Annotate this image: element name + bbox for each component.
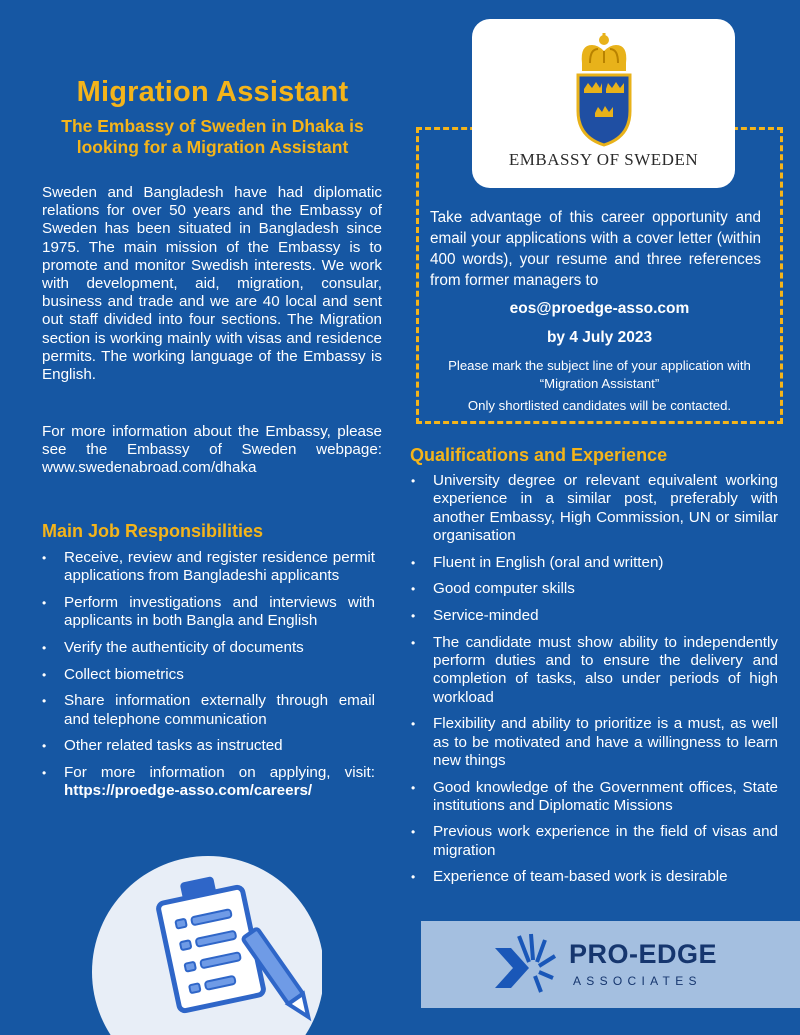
list-item: • Good computer skills (411, 580, 778, 598)
apply-deadline: by 4 July 2023 (546, 329, 653, 346)
list-item: • Share information externally through email and telephone communication (42, 692, 375, 729)
list-item: • Collect biometrics (42, 666, 375, 684)
pro-edge-sub: ASSOCIATES (573, 974, 702, 988)
list-item: • Receive, review and register residence permit applications from Bangladeshi applicants (42, 549, 375, 586)
responsibilities-title: Main Job Responsibilities (42, 521, 264, 541)
embassy-logo-text: EMBASSY OF SWEDEN (508, 150, 699, 169)
apply-paragraph: Take advantage of this career opportunity and email your applications with a cover letter (within 400 words), your resume and three references from former managers to (430, 209, 761, 289)
pro-edge-logo (421, 921, 800, 1008)
shortlist-note: Only shortlisted candidates will be contacted. (467, 398, 732, 413)
careers-link[interactable]: https://proedge-asso.com/careers/ (64, 782, 313, 800)
embassy-logo (472, 19, 735, 188)
pro-edge-mark-icon (489, 928, 561, 1000)
apply-email[interactable]: eos@proedge-asso.com (509, 300, 690, 317)
list-item: • Verify the authenticity of documents (42, 639, 375, 657)
list-item: • Service-minded (411, 607, 778, 625)
list-item: • Flexibility and ability to prioritize is a must, as well as to be motivated and have a willingness to learn new things (411, 715, 778, 770)
clipboard-illustration (90, 856, 322, 1035)
sweden-emblem-icon (568, 33, 640, 149)
qualifications-title: Qualifications and Experience (410, 445, 668, 465)
list-item: • Other related tasks as instructed (42, 737, 375, 755)
subject-line-note: Please mark the subject line of your application with “Migration Assistant” (448, 358, 751, 391)
page-subtitle: The Embassy of Sweden in Dhaka is looking for a Migration Assistant (61, 116, 364, 157)
apply-info-text: For more information on applying, visit: (64, 764, 375, 782)
list-item: • Fluent in English (oral and written) (411, 554, 778, 572)
list-item (42, 764, 375, 801)
pro-edge-name: PRO-EDGE (569, 939, 718, 969)
intro-paragraph: Sweden and Bangladesh have had diplomatic relations for over 50 years and the Embassy of Sweden has been situated in Bangladesh since 1975. The main mission of the Embassy is to promote and monitor Swedish interests. We work with development, aid, migration, consular, business and trade and we are 40 local and sent out staff divided into four sections. The Migration section is working mainly with visas and residence permits. The working language of the Embassy is English. (42, 184, 382, 384)
page-title: Migration Assistant (76, 76, 349, 108)
list-item: • The candidate must show ability to independently perform duties and to ensure the delivery and completion of tasks, also under periods of high workload (411, 634, 778, 707)
list-item: • Previous work experience in the field of visas and migration (411, 823, 778, 860)
list-item: • Perform investigations and interviews with applicants in both Bangla and English (42, 594, 375, 631)
list-item: • University degree or relevant equivalent working experience in a similar post, preferably with another Embassy, High Commission, UN or similar organisation (411, 472, 778, 545)
more-info-paragraph: For more information about the Embassy, please see the Embassy of Sweden webpage: www.swedenabroad.com/dhaka (42, 423, 382, 477)
responsibilities-list (42, 549, 375, 809)
list-item: • Experience of team-based work is desirable (411, 868, 778, 886)
list-item: • Good knowledge of the Government offices, State institutions and Diplomatic Missions (411, 779, 778, 816)
qualifications-list (411, 472, 778, 895)
